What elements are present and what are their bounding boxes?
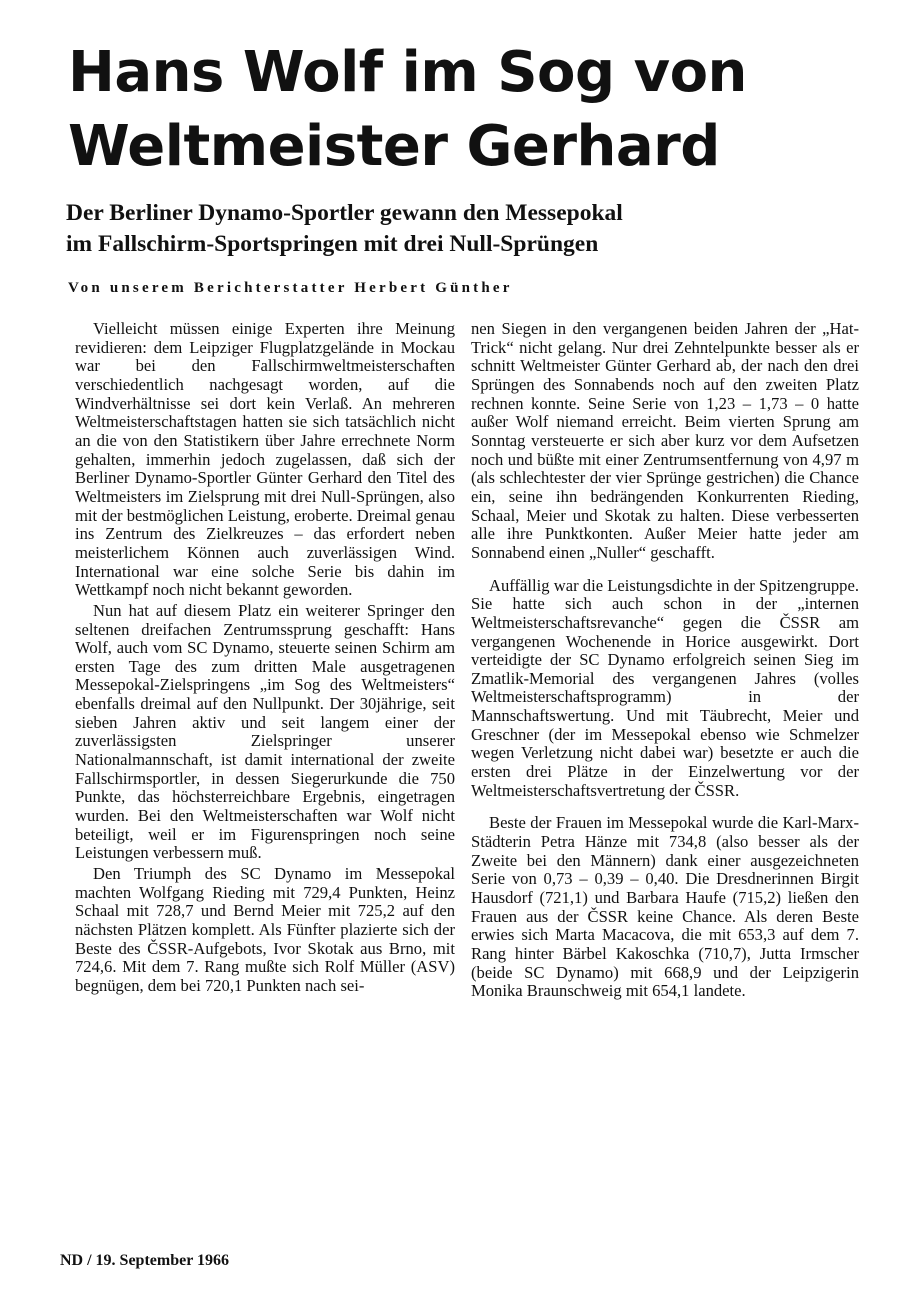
subheadline — [66, 198, 826, 260]
article-column-left — [75, 320, 455, 996]
paragraph-5: Beste der Frauen im Messepokal wurde die Karl-Marx-Städterin Petra Hänze mit 734,8 (also besser als der Zweite bei den Männern) dank einer ausgezeichneten Serie von 0,73 – 0,39 – 0,40. Die Dresdnerinnen Birgit Hausdorf (721,1) und Barbara Haufe (715,2) ließen den Frauen aus der ČSSR keine Chance. Als deren Beste erwies sich Marta Macacova, die mit 653,3 auf dem 7. Rang hinter Bärbel Kakoschka (710,7), Jutta Irmscher (beide SC Dynamo) mit 668,9 und der Leipzigerin Monika Braunschweig mit 654,1 landete. — [471, 813, 859, 1001]
headline-line-1: Hans Wolf im Sog von — [68, 40, 747, 105]
source-footer: ND / 19. September 1966 — [60, 1252, 230, 1269]
paragraph-3-continued: nen Siegen in den vergangenen beiden Jahren der „Hat-Trick“ nicht gelang. Nur drei Zehntelpunkte besser als er schnitt Weltmeister Günter Gerhard ab, der nach den drei Sprüngen des Sonnabends noch auf den zweiten Platz rechnen konnte. Seine Serie von 1,23 – 1,73 – 0 hatte außer Wolf niemand erreicht. Beim vierten Sprung am Sonntag versteuerte er sich aber kurz vor dem Aufsetzen noch und büßte mit einer Zentrumsentfernung von 4,97 m (als schlechtester der vier Sprünge gestrichen) die Chance ein, seine ihn bedrängenden Konkurrenten Rieding, Schaal, Meier und Skotak zu halten. Diese verbesserten alle ihre Punktkonten. Außer Meier hatte jeder am Sonnabend einen „Nuller“ geschafft. — [471, 319, 859, 562]
paragraph-4: Auffällig war die Leistungsdichte in der Spitzengruppe. Sie hatte sich auch schon in der „internen Weltmeisterschaftsrevanche“ gegen die ČSSR am vergangenen Wochenende in Horice ausgewirkt. Dort verteidigte der SC Dynamo erfolgreich seinen Sieg im Zmatlik-Memorial des vergangenen Jahres (volles Weltmeisterschaftsprogramm) in der Mannschaftswertung. Und mit Täubrecht, Meier und Greschner (der im Messepokal ebenso wie Schmelzer wegen Verletzung nicht dabei war) besetzte er auch die ersten drei Plätze in der Einzelwertung vor der Weltmeisterschaftsvertretung der ČSSR. — [471, 575, 859, 800]
paragraph-3: Den Triumph des SC Dynamo im Messepokal machten Wolfgang Rieding mit 729,4 Punkten, Heinz Schaal mit 728,7 und Bernd Meier mit 725,2 auf den nächsten Plätzen komplett. Als Fünfter plazierte sich der Beste des ČSSR-Aufgebots, Ivor Skotak aus Brno, mit 724,6. Mit dem 7. Rang mußte sich Rolf Müller (ASV) begnügen, dem bei 720,1 Punkten nach sei- — [75, 864, 455, 995]
headline — [68, 36, 828, 184]
headline-line-2: Weltmeister Gerhard — [68, 114, 720, 179]
subhead-line-2: im Fallschirm-Sportspringen mit drei Null-Sprüngen — [66, 231, 599, 257]
byline: Von unserem Berichterstatter Herbert Günther — [68, 280, 513, 296]
paragraph-1: Vielleicht müssen einige Experten ihre Meinung revidieren: dem Leipziger Flugplatzgelände in Mockau war bei den Fallschirmweltmeisterschaften verschiedentlich nachgesagt worden, auf die Windverhältnisse sei dort kein Verlaß. An mehreren Weltmeisterschaftstagen hatten sie sich tatsächlich nicht an die von den Statistikern über Jahre errechnete Norm gehalten, immerhin jedoch zugelassen, daß sich der Berliner Dynamo-Sportler Günter Gerhard den Titel des Weltmeisters im Zielsprung mit drei Null-Sprüngen, also mit der bestmöglichen Leistung, eroberte. Dreimal genau ins Zentrum des Zielkreuzes – das erfordert neben meisterlichem Können auch zuverlässigen Wind. International war eine solche Serie bis dahin im Wettkampf noch nicht bekannt geworden. — [75, 319, 455, 600]
article-column-right — [471, 320, 859, 1001]
paragraph-2: Nun hat auf diesem Platz ein weiterer Springer den seltenen dreifachen Zentrumssprung geschafft: Hans Wolf, auch vom SC Dynamo, steuerte seinen Schirm am ersten Tage des zum dritten Male ausgetragenen Messepokal-Zielspringens „im Sog des Weltmeisters“ ebenfalls dreimal auf den Nullpunkt. Der 30jährige, seit sieben Jahren aktiv und seit langem einer der zuverlässigsten Zielspringer unserer Nationalmannschaft, ist damit international der zweite Fallschirmsportler, in dessen Siegerurkunde die 750 Punkte, das höchsterreichbare Ergebnis, eingetragen wurden. Bei den Weltmeisterschaften war Wolf nicht beteiligt, weil er im Figurenspringen noch seine Leistungen verbessern muß. — [75, 600, 455, 863]
subhead-line-1: Der Berliner Dynamo-Sportler gewann den Messepokal — [66, 200, 623, 226]
